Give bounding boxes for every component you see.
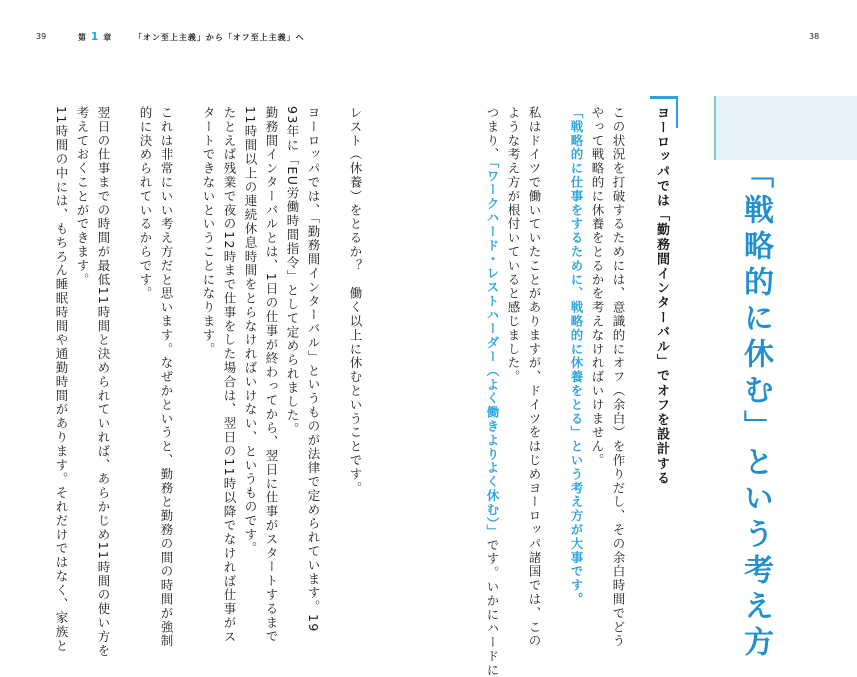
running-header [78, 30, 305, 43]
section-heading: ヨーロッパでは「勤務間インターバル」でオフを設計する [654, 106, 669, 486]
body-line: 的に決められているからです。 [138, 106, 153, 301]
body-line-mixed [482, 106, 503, 677]
left-page-body [51, 106, 366, 658]
body-line-highlight: 「戦略的に仕事をするために、戦略的に休養をとる」という考え方が大事です。 [569, 106, 584, 607]
body-line: たとえば残業で夜の12時まで仕事をした場合は、翌日の11時以降でなければ仕事がス [222, 106, 237, 644]
body-line-segment: つまり、 [485, 106, 500, 162]
body-line-segment: です。いかにハードに [485, 538, 500, 677]
body-line: やって戦略的に休養をとるかを考えなければいけません。 [590, 106, 605, 468]
chapter-number: 1 [90, 30, 100, 43]
right-page-body [482, 106, 629, 677]
left-page-number: 39 [36, 32, 47, 41]
body-line: ヨーロッパでは、「勤務間インターバル」というものが法律で定められています。19 [306, 106, 321, 633]
right-page-number: 38 [809, 32, 820, 41]
chapter-suffix: 章 [103, 33, 113, 42]
body-line: 11時間の中には、もちろん睡眠時間や通勤時間があります。それだけではなく、家族と [54, 106, 69, 653]
body-line: 私はドイツで働いていたことがありますが、ドイツをはじめヨーロッパ諸国では、この [527, 106, 542, 649]
section-heading-marker [650, 96, 678, 99]
body-line: 11時間以上の連続休息時間をとらなければいけない、というものです。 [243, 106, 258, 556]
body-line-blank [324, 106, 345, 576]
body-line-blank [545, 106, 566, 576]
body-line-blank [114, 106, 135, 576]
body-line: ような考え方が根付いていると感じました。 [506, 106, 521, 384]
body-line: 勤務間インターバルとは、1日の仕事が終わってから、翌日に仕事がスタートするまで [264, 106, 279, 644]
body-line: これは非常にいい考え方だと思います。なぜかというと、勤務と勤務の間の時間が強制 [159, 106, 174, 649]
body-line-highlight-segment: 「ワークハード・レストハーダー（よく働きよりよく休む）」 [485, 161, 500, 539]
chapter-heading-box [714, 96, 857, 160]
chapter-title: 「オン至上主義」から「オフ至上主義」へ [133, 33, 305, 42]
body-line-blank [177, 106, 198, 576]
body-line: レスト（休養）をとるか？ 働く以上に休むということです。 [348, 106, 363, 496]
chapter-heading-rule [714, 96, 716, 160]
chapter-prefix: 第 [78, 33, 87, 42]
body-line: 考えておくことができます。 [75, 106, 90, 287]
body-line: タートできないということになります。 [201, 106, 216, 357]
chapter-heading-title: 「戦略的に休む」という考え方 [738, 158, 773, 662]
body-line: この状況を打破するためには、意識的にオフ（余白）を作りだし、その余白時間でどう [611, 106, 626, 649]
body-line: 93年に「EU労働時間指令」として定められました。 [285, 106, 300, 437]
section-heading-marker-side [676, 96, 678, 128]
body-line: 翌日の仕事までの時間が最低11時間と決められていれば、あらかじめ11時間の使い方を [96, 106, 111, 658]
